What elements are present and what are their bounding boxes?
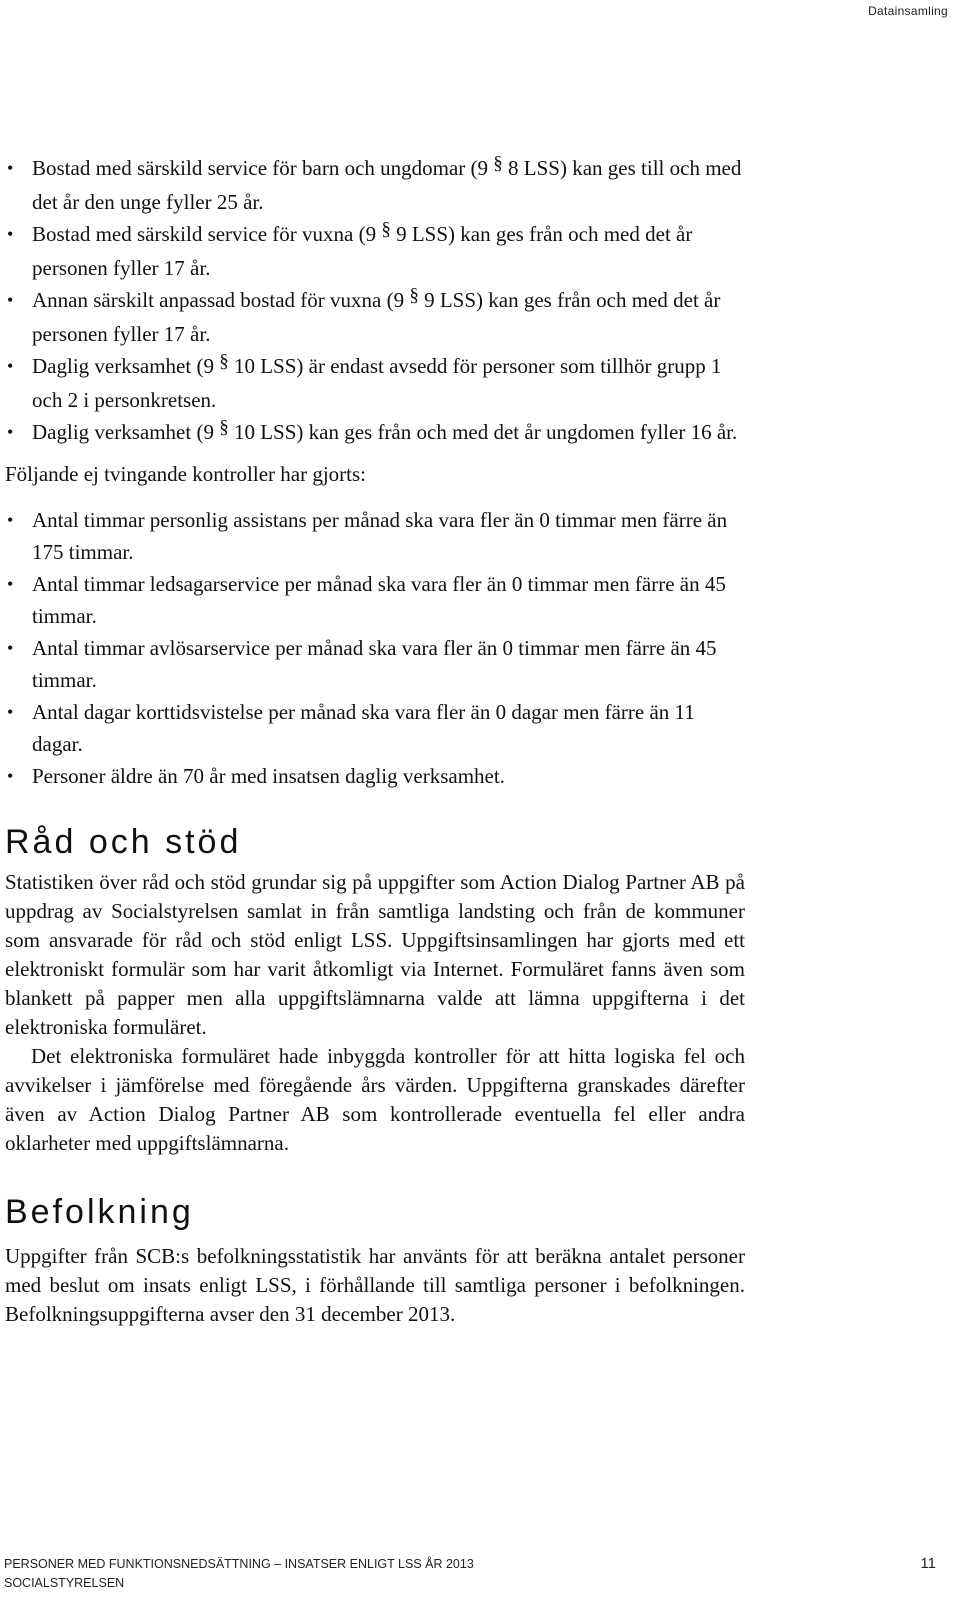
bullet-icon: • [7,224,14,244]
befolkning-paragraph-1: Uppgifter från SCB:s befolkningsstatistik har använts för att beräkna antalet personer med beslut om insats enligt LSS, i förhållande till samtliga personer i befolkningen. Befolkningsuppgifterna avser den 31 december 2013. [5,1244,745,1326]
list-item-text: 8 LSS) kan ges till och med det år den unge fyller 25 år. [32,156,742,214]
bullet-icon: • [7,510,14,530]
list-item [5,696,745,760]
bullet-icon: • [7,158,14,178]
list-item [5,416,745,450]
bullet-icon: • [7,638,14,658]
list-item-text: Bostad med särskild service för barn och ungdomar (9 [32,156,494,180]
bullet-icon: • [7,574,14,594]
list-item-text: 9 LSS) kan ges från och med det år personen fyller 17 år. [32,222,693,280]
list-item-text: 10 LSS) är endast avsedd för personer som tillhör grupp 1 och 2 i personkretsen. [32,354,722,412]
list-item-text: Daglig verksamhet (9 [32,420,220,444]
list-item-text: Antal timmar avlösarservice per månad ska vara fler än 0 timmar men färre än 45 timmar. [32,636,717,692]
optional-checks-intro: Följande ej tvingande kontroller har gjorts: [5,462,366,486]
mandatory-checks-list [5,152,745,450]
section-sign: § [381,219,391,240]
running-header: Datainsamling [868,4,948,18]
section-sign: § [493,153,503,174]
section-sign: § [409,285,419,306]
section-sign: § [219,351,229,372]
list-item [5,568,745,632]
list-item-text: 10 LSS) kan ges från och med det år ungdomen fyller 16 år. [228,420,738,444]
list-item-text: 9 LSS) kan ges från och med det år personen fyller 17 år. [32,288,721,346]
bullet-icon: • [7,766,14,786]
list-item-text: Personer äldre än 70 år med insatsen daglig verksamhet. [32,764,505,788]
list-item-text: Daglig verksamhet (9 [32,354,220,378]
rad-och-stod-paragraph-2: Det elektroniska formuläret hade inbyggda kontroller för att hitta logiska fel och avvikelser i jämförelse med föregående års värden. Uppgifterna granskades därefter även av Action Dialog Partner AB som kontrollerade eventuella fel eller andra oklarheter med uppgiftslämnarna. [5,1044,745,1155]
bullet-icon: • [7,356,14,376]
list-item-text: Bostad med särskild service för vuxna (9 [32,222,382,246]
section-title-rad-och-stod: Råd och stöd [5,823,242,861]
page-content [5,152,745,1329]
footer-organization: SOCIALSTYRELSEN [4,1576,125,1590]
list-item [5,350,745,416]
bullet-icon: • [7,702,14,722]
list-item-text: Antal timmar personlig assistans per månad ska vara fler än 0 timmar men färre än 175 timmar. [32,508,728,564]
bullet-icon: • [7,290,14,310]
list-item [5,504,745,568]
section-title-befolkning: Befolkning [5,1193,194,1231]
list-item-text: Annan särskilt anpassad bostad för vuxna (9 [32,288,410,312]
rad-och-stod-paragraph-1: Statistiken över råd och stöd grundar sig på uppgifter som Action Dialog Partner AB på uppdrag av Socialstyrelsen samlat in från samtliga landsting och från de kommuner som ansvarade för råd och stöd enligt LSS. Uppgiftsinsamlingen har gjorts med ett elektroniskt formulär som har varit åtkomligt via Internet. Formuläret fanns även som blankett på papper men alla uppgiftslämnarna valde att lämna uppgifterna i det elektroniska formuläret. [5,870,745,1039]
list-item [5,760,745,792]
bullet-icon: • [7,422,14,442]
footer-publication-title: PERSONER MED FUNKTIONSNEDSÄTTNING – INSATSER ENLIGT LSS ÅR 2013 [4,1557,474,1571]
page-footer [4,1555,936,1590]
list-item-text: Antal dagar korttidsvistelse per månad ska vara fler än 0 dagar men färre än 11 dagar. [32,700,695,756]
section-sign: § [219,417,229,438]
list-item [5,284,745,350]
list-item [5,152,745,218]
list-item [5,218,745,284]
list-item-text: Antal timmar ledsagarservice per månad ska vara fler än 0 timmar men färre än 45 timmar. [32,572,726,628]
optional-checks-list [5,504,745,792]
list-item [5,632,745,696]
page-number: 11 [920,1555,936,1572]
